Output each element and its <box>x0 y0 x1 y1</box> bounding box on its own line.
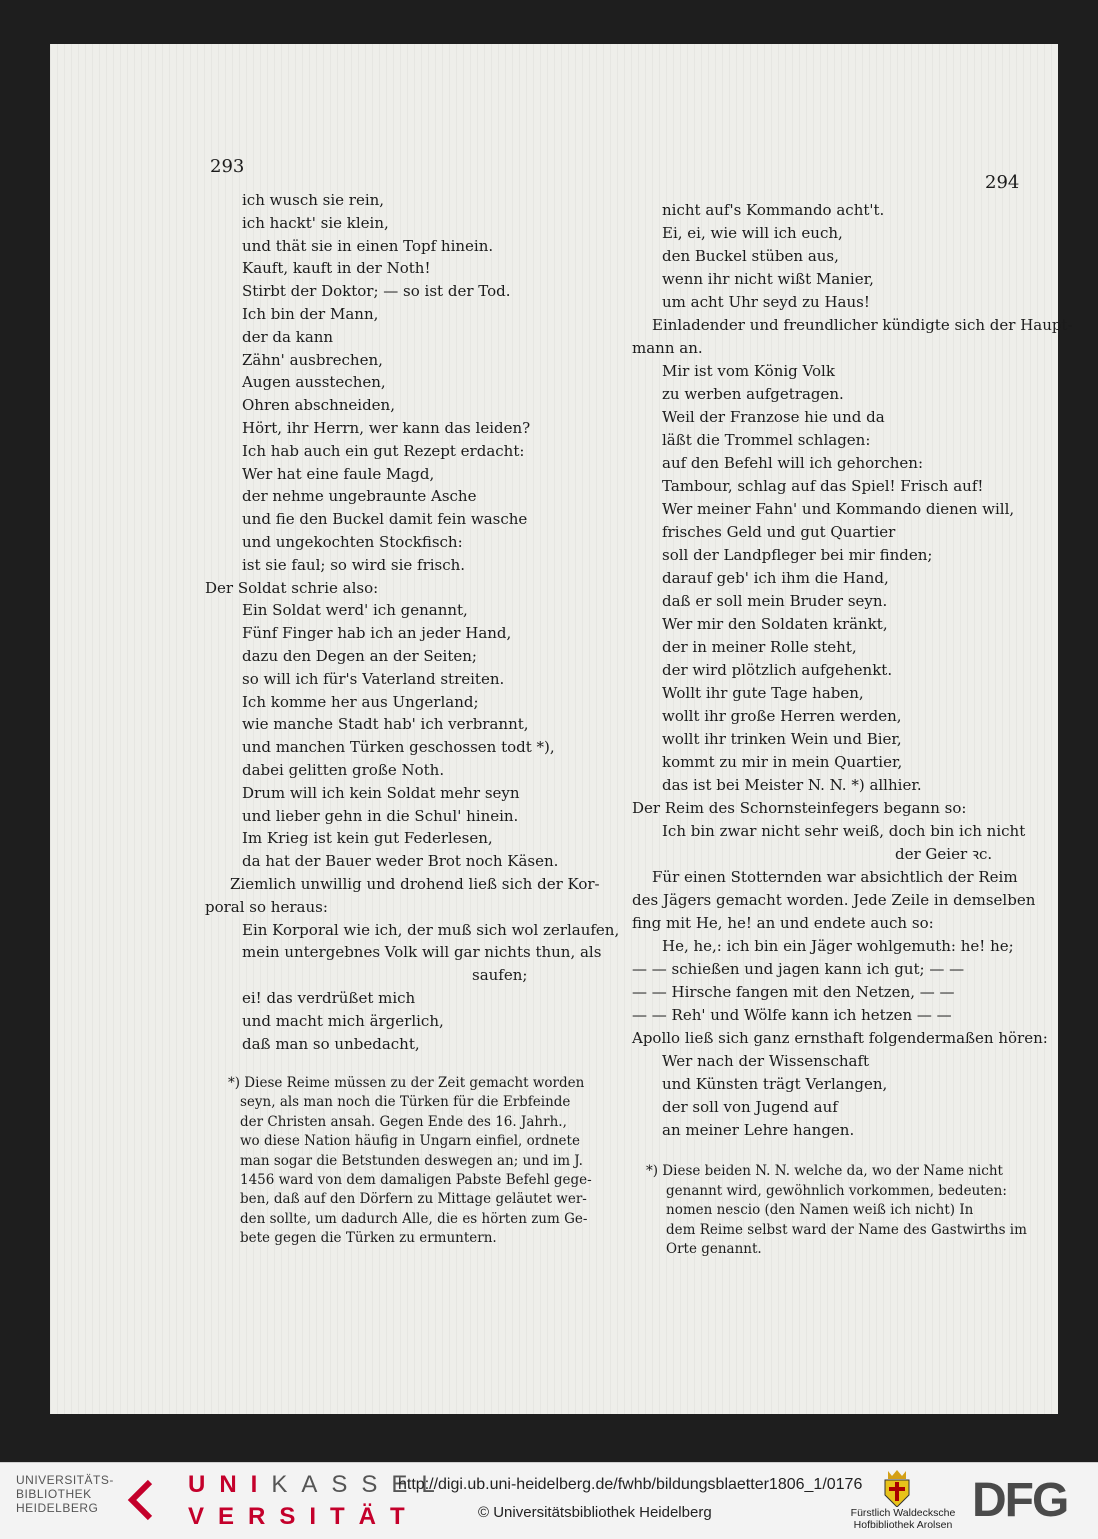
text-line: Wer hat eine faule Magd, <box>242 464 435 483</box>
text-line: des Jägers gemacht worden. Jede Zeile in demselben <box>632 891 1036 909</box>
text-line: Fünf Finger hab ich an jeder Hand, <box>242 624 512 643</box>
text-line: saufen; <box>472 966 528 985</box>
text-line: Wer meiner Fahn' und Kommando dienen will, <box>662 500 1015 518</box>
text-line: kommt zu mir in mein Quartier, <box>662 753 903 771</box>
text-line: Ich komme her aus Ungerland; <box>242 692 479 711</box>
text-line: Stirbt der Doktor; — so ist der Tod. <box>242 282 511 301</box>
permalink-url[interactable]: http://digi.ub.uni-heidelberg.de/fwhb/bildungsblaetter1806_1/0176 <box>398 1476 863 1493</box>
text-line: der soll von Jugend auf <box>662 1098 838 1116</box>
text-line: Ich bin zwar nicht sehr weiß, doch bin ich nicht <box>662 822 1026 840</box>
text-line: und Künsten trägt Verlangen, <box>662 1075 888 1093</box>
arolsen-logo-line: Hofbibliothek Arolsen <box>853 1519 953 1531</box>
text-line: und fie den Buckel damit fein wasche <box>242 510 528 529</box>
text-line: Weil der Franzose hie und da <box>662 408 885 426</box>
uni-kassel-kassel: KASSEL <box>271 1471 449 1498</box>
footnote-line: seyn, als man noch die Türken für die Erbfeinde <box>240 1094 571 1111</box>
text-line: — — Reh' und Wölfe kann ich hetzen — — <box>632 1006 952 1024</box>
footnote-line: man sogar die Betstunden deswegen an; und im J. <box>240 1152 583 1169</box>
footnote-line: ben, daß auf den Dörfern zu Mittage geläutet wer- <box>240 1191 587 1208</box>
text-line: mein untergebnes Volk will gar nichts thun, als <box>242 943 602 962</box>
text-line: der wird plötzlich aufgehenkt. <box>662 661 893 679</box>
footnote-line: den sollte, um dadurch Alle, die es hörten zum Ge- <box>240 1210 588 1227</box>
text-line: um acht Uhr seyd zu Haus! <box>662 293 870 311</box>
text-line: ich hackt' sie klein, <box>242 213 389 232</box>
text-line: Wollt ihr gute Tage haben, <box>662 684 864 702</box>
text-line: wollt ihr große Herren werden, <box>662 707 902 725</box>
copyright-text: © Universitätsbibliothek Heidelberg <box>478 1504 712 1521</box>
text-line: der in meiner Rolle steht, <box>662 638 857 656</box>
text-line: fing mit He, he! an und endete auch so: <box>632 914 934 932</box>
text-line: und manchen Türken geschossen todt *), <box>242 738 555 757</box>
text-line: Zähn' ausbrechen, <box>242 350 383 369</box>
text-line: Ich bin der Mann, <box>242 305 379 323</box>
text-line: und macht mich ärgerlich, <box>242 1011 444 1030</box>
text-line: wollt ihr trinken Wein und Bier, <box>662 730 902 748</box>
footnote-line: bete gegen die Türken zu ermuntern. <box>240 1230 497 1247</box>
text-line: auf den Befehl will ich gehorchen: <box>662 454 924 472</box>
text-line: — — Hirsche fangen mit den Netzen, — — <box>632 983 955 1001</box>
footnote-line: *) Diese Reime müssen zu der Zeit gemacht worden <box>228 1075 585 1091</box>
text-line: da hat der Bauer weder Brot noch Käsen. <box>242 852 559 871</box>
text-line: dazu den Degen an der Seiten; <box>242 647 477 665</box>
text-line: das ist bei Meister N. N. *) allhier. <box>662 776 922 794</box>
text-line: Ein Soldat werd' ich genannt, <box>242 601 468 620</box>
waldeck-crest-icon <box>882 1467 912 1507</box>
text-line: poral so heraus: <box>205 897 328 916</box>
text-line: daß man so unbedacht, <box>242 1034 420 1053</box>
footnote-line: *) Diese beiden N. N. welche da, wo der Name nicht <box>646 1163 1003 1179</box>
text-line: Ich hab auch ein gut Rezept erdacht: <box>242 441 525 460</box>
text-line: mann an. <box>632 339 703 357</box>
text-line: Ein Korporal wie ich, der muß sich wol zerlaufen, <box>242 920 620 939</box>
text-line: und lieber gehn in die Schul' hinein. <box>242 806 519 825</box>
text-line: und thät sie in einen Topf hinein. <box>242 236 494 255</box>
text-line: Ohren abschneiden, <box>242 396 395 415</box>
uni-kassel-logo-bottom <box>188 1503 419 1531</box>
text-line: Ei, ei, wie will ich euch, <box>662 224 843 242</box>
arolsen-logo-line: Fürstlich Waldecksche <box>850 1507 956 1519</box>
text-line: — — schießen und jagen kann ich gut; — — <box>632 960 965 978</box>
footnote-line: 1456 ward von dem damaligen Pabste Befehl gege- <box>240 1172 592 1188</box>
footnote-line: der Christen ansah. Gegen Ende des 16. Jahrh., <box>240 1113 567 1130</box>
text-line: darauf geb' ich ihm die Hand, <box>662 569 889 587</box>
text-line: zu werben aufgetragen. <box>662 385 844 403</box>
text-line: Für einen Stotternden war absichtlich der Reim <box>652 868 1018 886</box>
uni-kassel-mark-icon <box>124 1479 158 1521</box>
text-line: Der Soldat schrie also: <box>205 578 379 597</box>
text-line: der da kann <box>242 327 334 346</box>
text-line: Einladender und freundlicher kündigte sich der Haupt- <box>652 316 1073 334</box>
text-line: an meiner Lehre hangen. <box>662 1121 855 1139</box>
text-line: läßt die Trommel schlagen: <box>662 431 871 449</box>
text-line: nicht auf's Kommando acht't. <box>662 201 885 219</box>
text-line: Hört, ihr Herrn, wer kann das leiden? <box>242 419 531 437</box>
text-line: Wer mir den Soldaten kränkt, <box>662 615 888 633</box>
text-line: ist sie faul; so wird sie frisch. <box>242 555 466 574</box>
text-line: Ziemlich unwillig und drohend ließ sich der Kor- <box>230 875 600 893</box>
footnote-line: dem Reime selbst ward der Name des Gastwirths im <box>666 1221 1027 1238</box>
text-line: Mir ist vom König Volk <box>662 362 835 380</box>
text-line: Im Krieg ist kein gut Federlesen, <box>242 829 493 848</box>
text-line: frisches Geld und gut Quartier <box>662 523 896 541</box>
text-line: Kauft, kauft in der Noth! <box>242 259 431 278</box>
text-line: daß er soll mein Bruder seyn. <box>662 592 888 610</box>
text-line: Der Reim des Schornsteinfegers begann so: <box>632 799 967 817</box>
text-line: wie manche Stadt hab' ich verbrannt, <box>242 715 529 734</box>
footnote-line: nomen nescio (den Namen weiß ich nicht) In <box>666 1202 974 1219</box>
text-line: soll der Landpfleger bei mir finden; <box>662 546 933 564</box>
text-line: Wer nach der Wissenschaft <box>662 1052 870 1070</box>
ubh-logo[interactable] <box>16 1473 124 1515</box>
footnote-line: wo diese Nation häufig in Ungarn einfiel, ordnete <box>240 1133 580 1150</box>
ubh-logo-line: UNIVERSITÄTS- <box>16 1473 114 1487</box>
ubh-logo-line: BIBLIOTHEK <box>16 1487 92 1501</box>
footnote-line: Orte genannt. <box>666 1241 762 1258</box>
text-line: wenn ihr nicht wißt Manier, <box>662 270 874 288</box>
text-line: Drum will ich kein Soldat mehr seyn <box>242 783 520 802</box>
uni-kassel-uni: UNI <box>188 1471 272 1498</box>
uni-kassel-versitaet: VERSITÄT <box>188 1503 419 1530</box>
text-line: ei! das verdrüßet mich <box>242 989 416 1007</box>
text-line: der Geier ꝛc. <box>895 845 993 863</box>
left-page-number: 293 <box>210 156 245 177</box>
footnote-line: genannt wird, gewöhnlich vorkommen, bedeuten: <box>666 1182 1007 1199</box>
arolsen-logo[interactable] <box>848 1507 958 1531</box>
text-line: dabei gelitten große Noth. <box>242 761 445 779</box>
text-line: der nehme ungebraunte Asche <box>242 487 477 506</box>
text-line: He, he,: ich bin ein Jäger wohlgemuth: he! he; <box>662 937 1014 955</box>
text-line: so will ich für's Vaterland streiten. <box>242 669 505 688</box>
book-page <box>50 44 1073 1414</box>
text-line: Tambour, schlag auf das Spiel! Frisch auf! <box>662 477 984 495</box>
dfg-logo[interactable]: DFG <box>972 1474 1068 1527</box>
text-line: Apollo ließ sich ganz ernsthaft folgendermaßen hören: <box>632 1029 1048 1047</box>
text-line: und ungekochten Stockfisch: <box>242 533 463 551</box>
ubh-logo-line: HEIDELBERG <box>16 1501 99 1515</box>
right-page-number: 294 <box>985 172 1020 193</box>
text-line: ich wusch sie rein, <box>242 191 385 209</box>
text-line: den Buckel stüben aus, <box>662 247 839 265</box>
text-line: Augen ausstechen, <box>242 373 386 392</box>
footer-bar <box>0 1462 1098 1539</box>
